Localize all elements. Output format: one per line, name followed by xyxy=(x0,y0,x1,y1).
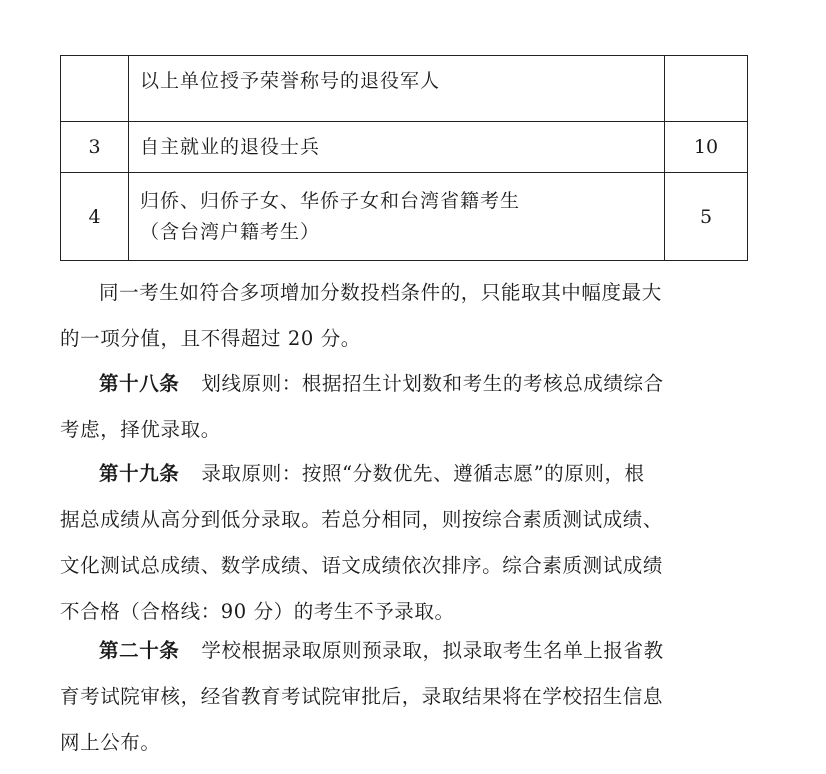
article-title: 第十九条 xyxy=(99,462,180,485)
row-number-cell xyxy=(61,56,129,122)
paragraph-line: 据总成绩从高分到低分录取。若总分相同，则按综合素质测试成绩、 xyxy=(60,508,664,531)
paragraph-line: 同一考生如符合多项增加分数投档条件的，只能取其中幅度最大 xyxy=(99,281,662,304)
paragraph-line xyxy=(60,451,750,497)
paragraph-line: 网上公布。 xyxy=(60,731,161,754)
row-item-text: 归侨、归侨子女、华侨子女和台湾省籍考生 xyxy=(140,189,521,212)
article-19-paragraph xyxy=(60,451,750,635)
table-row xyxy=(61,173,748,261)
article-text: 学校根据录取原则预录取，拟录取考生名单上报省教 xyxy=(201,639,664,662)
table-row xyxy=(61,122,748,173)
row-item-text: 以上单位授予荣誉称号的退役军人 xyxy=(140,70,441,92)
article-20-paragraph xyxy=(60,628,750,766)
paragraph-line xyxy=(60,361,750,407)
bonus-note-paragraph xyxy=(60,270,750,362)
paragraph-line: 育考试院审核，经省教育考试院审批后，录取结果将在学校招生信息 xyxy=(60,685,664,708)
row-score-cell: 10 xyxy=(665,122,748,173)
table-row xyxy=(61,56,748,122)
row-item-text: 自主就业的退役士兵 xyxy=(140,135,321,158)
row-item-cell xyxy=(129,56,665,122)
article-text: 录取原则：按照“分数优先、遵循志愿”的原则，根 xyxy=(201,462,645,485)
paragraph-line: 的一项分值，且不得超过 20 分。 xyxy=(60,327,361,350)
bonus-score-table xyxy=(60,55,748,261)
article-18-paragraph xyxy=(60,361,750,453)
paragraph-line: 文化测试总成绩、数学成绩、语文成绩依次排序。综合素质测试成绩 xyxy=(60,554,664,577)
article-text: 划线原则：根据招生计划数和考生的考核总成绩综合 xyxy=(201,372,664,395)
row-score-cell xyxy=(665,56,748,122)
row-number-cell: 3 xyxy=(61,122,129,173)
row-item-text: （含台湾户籍考生） xyxy=(140,220,321,243)
row-item-cell xyxy=(129,173,665,261)
row-number-cell: 4 xyxy=(61,173,129,261)
article-title: 第十八条 xyxy=(99,372,180,395)
paragraph-line: 考虑，择优录取。 xyxy=(60,418,221,441)
article-title: 第二十条 xyxy=(99,639,180,662)
row-item-cell xyxy=(129,122,665,173)
paragraph-line xyxy=(60,628,750,674)
row-score-cell: 5 xyxy=(665,173,748,261)
paragraph-line: 不合格（合格线：90 分）的考生不予录取。 xyxy=(60,600,455,623)
